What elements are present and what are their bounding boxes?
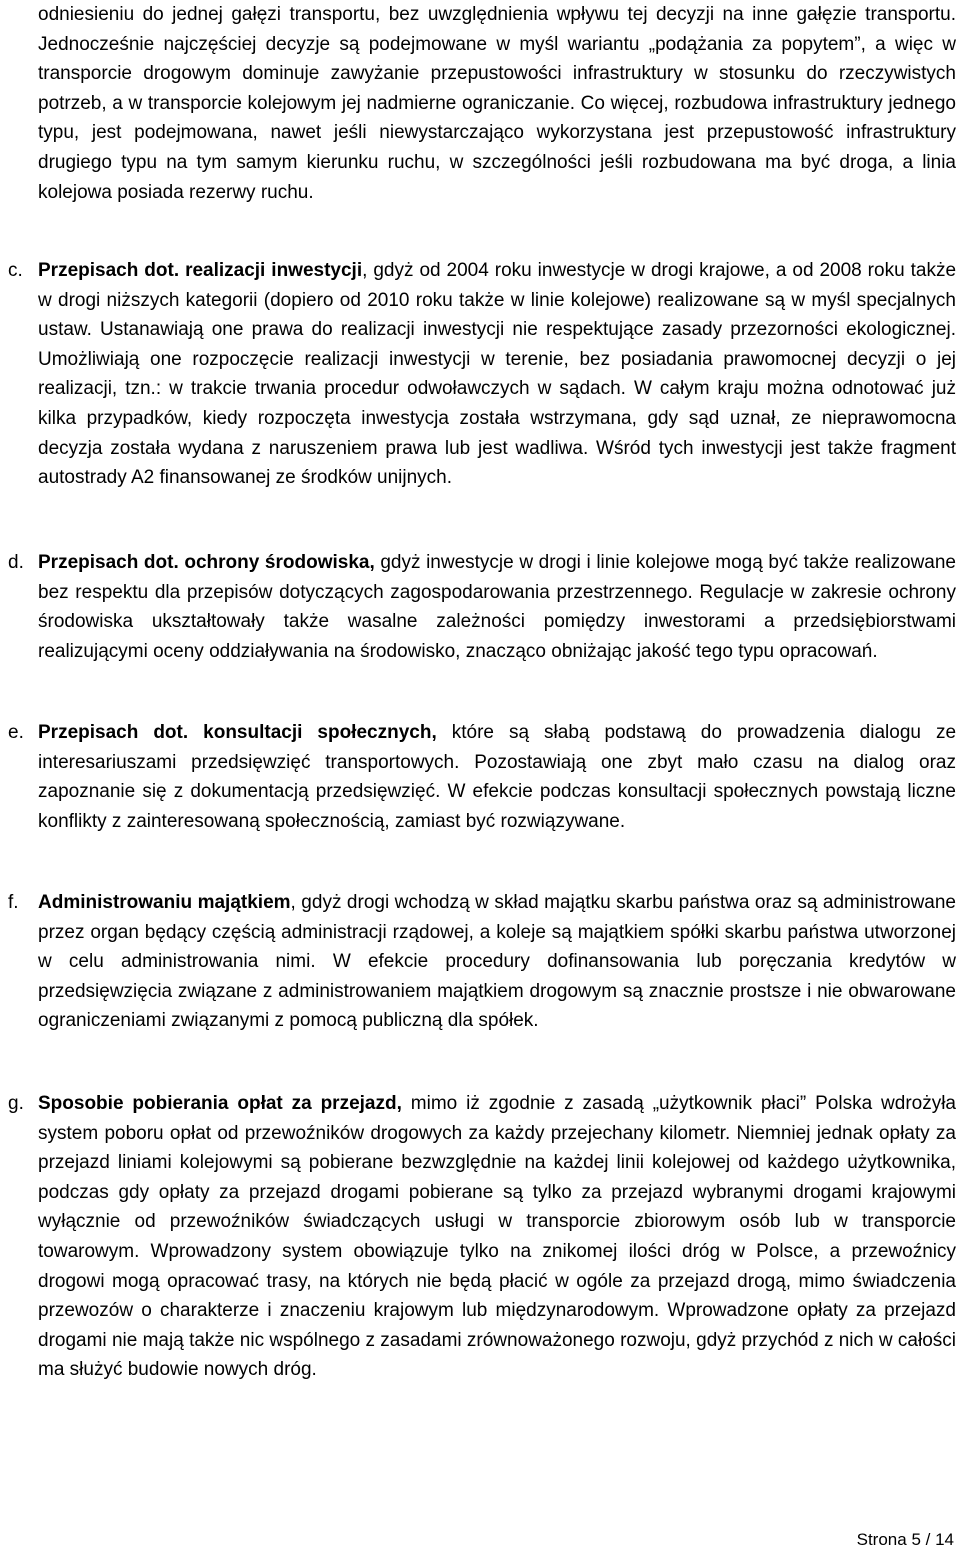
item-body: mimo iż zgodnie z zasadą „użytkownik płaci” Polska wdrożyła system poboru opłat od przewoźników drogowych za każdy przejechany kilometr. Niemniej jednak opłaty za przejazd liniami kolejowymi są pobierane bezwzględnie na każdej linii kolejowej od każdego użytkownika, podczas gdy opłaty za przejazd drogami pobierane są tylko za przejazd wybranymi drogami krajowymi wyłącznie od przewoźników świadczących usługi w transporcie zbiorowym osób lub w transporcie towarowym. Wprowadzony system obowiązuje tylko na znikomej ilości dróg w Polsce, a przewoźnicy drogowi mogą opracować trasy, na których nie będą płacić w ogóle za przejazd drogą, mimo świadczenia przewozów o charakterze i znaczeniu krajowym lub międzynarodowym. Wprowadzone opłaty za przejazd drogami nie mają także nic wspólnego z zasadami zrównoważonego rozwoju, gdyż przychód z nich w całości ma służyć budowie nowych dróg. (38, 1093, 956, 1381)
item-body: które są słabą podstawą do prowadzenia dialogu ze interesariuszami przedsięwzięć transportowych. Pozostawiają one zbyt mało czasu na dialog oraz zapoznanie się z dokumentacją przedsięwzięć. W efekcie podczas konsultacji społecznych powstają liczne konflikty z zainteresowaną społecznością, zamiast być rozwiązywane. (38, 722, 957, 832)
list-marker: g. (8, 1093, 24, 1114)
list-item-e (0, 718, 956, 836)
list-item-f (0, 888, 956, 1036)
list-item-text (38, 256, 956, 493)
item-heading: Przepisach dot. (38, 722, 189, 743)
list-marker: d. (8, 552, 24, 573)
page-total: 14 (935, 1530, 954, 1549)
item-body: , gdyż od 2004 roku inwestycje w drogi krajowe, a od 2008 roku także w drogi niższych kategorii (dopiero od 2010 roku także w linie kolejowe) realizowane są w myśl specjalnych ustaw. Ustanawiają one prawa do realizacji inwestycji nie respektujące zasady przezorności ekologicznej. Umożliwiają one rozpoczęcie realizacji inwestycji w terenie, bez posiadania prawomocnej decyzji o jej realizacji, tzn.: w trakcie trwania procedur odwoławczych w sądach. W całym kraju można odnotować już kilka przypadków, kiedy rozpoczęta inwestycja została wstrzymana, gdy sąd uznał, ze nieprawomocna decyzja została wydana z naruszeniem prawa lub jest wadliwa. Wśród tych inwestycji jest także fragment autostrady A2 finansowanej ze środków unijnych. (38, 260, 957, 489)
intro-paragraph: odniesieniu do jednej gałęzi transportu, bez uwzględnienia wpływu tej decyzji na inne gałęzie transportu. Jednocześnie najczęściej decyzje są podejmowane w myśl wariantu „podążania za popytem”, a więc w transporcie drogowym dominuje zawyżanie przepustowości infrastruktury w stosunku do rzeczywistych potrzeb, a w transporcie kolejowym jej nadmierne ograniczanie. Co więcej, rozbudowa infrastruktury jednego typu, jest podejmowana, nawet jeśli niewystarczająco wykorzystana jest przepustowość infrastruktury drugiego typu na tym samym kierunku ruchu, w szczególności jeśli rozbudowana ma być droga, a linia kolejowa posiada rezerwy ruchu. (38, 4, 956, 203)
list-marker: c. (8, 260, 23, 281)
item-body: gdyż inwestycje w drogi i linie kolejowe mogą być także realizowane bez respektu dla przepisów dotyczących zagospodarowania przestrzennego. Regulacje w zakresie ochrony środowiska ukształtowały także wasalne zależności pomiędzy inwestorami a przedsiębiorstwami realizującymi oceny oddziaływania na środowisko, znacząco obniżając jakość tego typu opracowań. (38, 552, 956, 662)
list-item-text (38, 548, 956, 666)
page-label: Strona (856, 1530, 907, 1549)
list-item-text (38, 888, 956, 1036)
list-item-text (38, 1089, 956, 1385)
page-footer (857, 1529, 954, 1551)
item-heading-topic: ochrony środowiska, (178, 552, 375, 573)
list-marker: e. (8, 722, 24, 743)
item-body: , gdyż drogi wchodzą w skład majątku skarbu państwa oraz są administrowane przez organ będący częścią administracji rządowej, a koleje są majątkiem spółki skarbu państwa utworzonej w celu administrowania nimi. W efekcie procedury dofinansowania lub poręczania kredytów w przedsięwzięcia związane z administrowaniem majątkiem drogowym są znacznie prostsze i nie obwarowane ograniczeniami związanymi z pomocą publiczną dla spółek. (38, 892, 956, 1032)
page-separator: / (920, 1530, 936, 1549)
list-item-text (38, 718, 956, 836)
item-heading: Przepisach dot. (38, 260, 180, 281)
list-item-d (0, 548, 956, 666)
item-heading-topic: konsultacji społecznych, (188, 722, 437, 743)
item-heading: Administrowaniu majątkiem (38, 892, 291, 913)
item-heading: Sposobie pobierania opłat za przejazd, (38, 1093, 402, 1114)
list-item-c (0, 256, 956, 493)
item-heading-topic: realizacji inwestycji (179, 260, 363, 281)
list-item-g (0, 1089, 956, 1385)
page-number: 5 (911, 1530, 921, 1549)
list-marker: f. (8, 892, 19, 913)
item-heading: Przepisach dot. (38, 552, 179, 573)
